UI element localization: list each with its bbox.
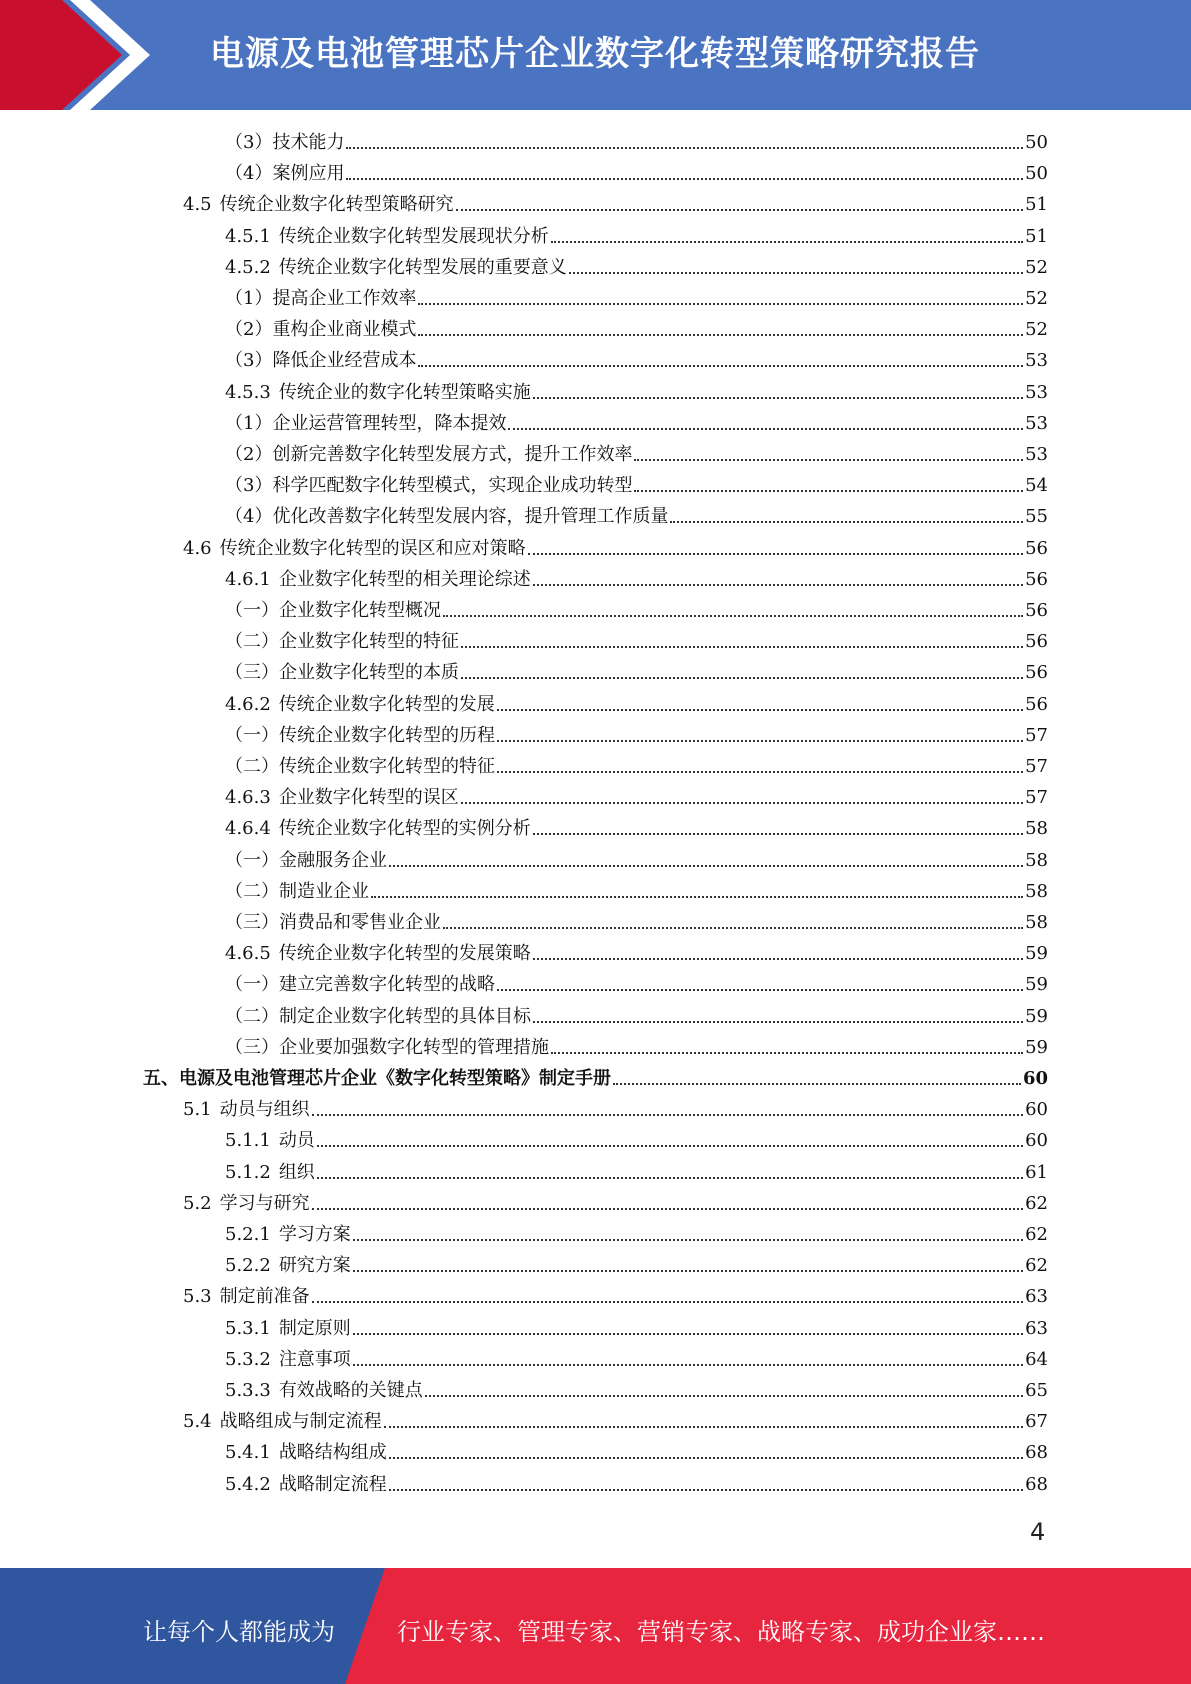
toc-entry[interactable] <box>183 1407 1048 1433</box>
toc-entry-page: 60 <box>1025 1130 1048 1151</box>
toc-entry-number: 4.6.2 <box>225 694 271 715</box>
toc-entry-title: （三）消费品和零售业企业 <box>225 912 441 933</box>
toc-entry-page: 59 <box>1025 974 1048 995</box>
toc-entry-title: （三）企业数字化转型的本质 <box>225 662 459 683</box>
toc-entry-number: 5.1.2 <box>225 1162 271 1183</box>
toc-entry-page: 62 <box>1025 1255 1048 1276</box>
toc-leader-dots <box>551 240 1023 243</box>
toc-entry-page: 57 <box>1025 756 1048 777</box>
toc-entry[interactable] <box>183 1282 1048 1308</box>
toc-entry-title: 注意事项 <box>278 1349 351 1370</box>
toc-entry-title: 战略组成与制定流程 <box>219 1411 382 1432</box>
report-title: 电源及电池管理芯片企业数字化转型策略研究报告 <box>210 34 980 74</box>
toc-entry[interactable] <box>225 1251 1048 1277</box>
toc-entry-page: 65 <box>1025 1380 1048 1401</box>
toc-entry-number: 4.6.1 <box>225 569 271 590</box>
header-chevron-icon <box>0 0 170 110</box>
toc-entry-page: 59 <box>1025 1006 1048 1027</box>
toc-leader-dots <box>371 895 1023 898</box>
toc-leader-dots <box>353 1238 1023 1241</box>
toc-entry-title: （二）制造业企业 <box>225 881 369 902</box>
toc-leader-dots <box>461 676 1023 679</box>
toc-leader-dots <box>497 988 1023 991</box>
toc-entry[interactable] <box>183 534 1048 560</box>
toc-entry-page: 61 <box>1025 1162 1048 1183</box>
toc-entry-title: （二）传统企业数字化转型的特征 <box>225 756 495 777</box>
toc-entry-title: （一）企业数字化转型概况 <box>225 600 441 621</box>
toc-entry[interactable] <box>225 1033 1048 1059</box>
toc-entry-title: （4）案例应用 <box>225 163 345 184</box>
toc-leader-dots <box>533 957 1023 960</box>
header-banner <box>0 0 1191 110</box>
toc-entry-page: 54 <box>1025 475 1048 496</box>
toc-entry[interactable] <box>225 1438 1048 1464</box>
toc-entry-title: （一）金融服务企业 <box>225 850 387 871</box>
toc-entry-number: 4.6.3 <box>225 787 271 808</box>
toc-entry-title: （3）降低企业经营成本 <box>225 350 417 371</box>
toc-entry-page: 51 <box>1025 194 1048 215</box>
toc-leader-dots <box>418 364 1023 367</box>
toc-leader-dots <box>634 489 1023 492</box>
toc-entry-page: 52 <box>1025 319 1048 340</box>
toc-leader-dots <box>418 302 1023 305</box>
toc-leader-dots <box>346 177 1023 180</box>
toc-entry-title: （一）建立完善数字化转型的战略 <box>225 974 495 995</box>
toc-leader-dots <box>497 770 1023 773</box>
toc-leader-dots <box>353 1269 1023 1272</box>
toc-entry-title: （二）制定企业数字化转型的具体目标 <box>225 1006 531 1027</box>
toc-entry[interactable] <box>225 502 1048 528</box>
toc-entry[interactable] <box>225 346 1048 372</box>
footer-slogan-left: 让每个人都能成为 <box>143 1618 335 1646</box>
toc-entry-title: （1）企业运营管理转型，降本提效 <box>225 413 507 434</box>
toc-entry[interactable] <box>225 284 1048 310</box>
toc-entry-title: 传统企业的数字化转型策略实施 <box>278 382 531 403</box>
toc-entry-title: （1）提高企业工作效率 <box>225 288 417 309</box>
toc-entry-title: 制定原则 <box>278 1318 351 1339</box>
toc-entry-page: 53 <box>1025 350 1048 371</box>
toc-entry-title: 传统企业数字化转型的实例分析 <box>278 818 531 839</box>
toc-entry-title: 传统企业数字化转型发展的重要意义 <box>278 257 567 278</box>
toc-leader-dots <box>569 271 1023 274</box>
toc-entry-page: 58 <box>1025 850 1048 871</box>
toc-entry-number: 5.2.1 <box>225 1224 271 1245</box>
toc-entry[interactable] <box>225 752 1048 778</box>
toc-entry[interactable] <box>225 315 1048 341</box>
footer-slogan-right: 行业专家、管理专家、营销专家、战略专家、成功企业家…… <box>397 1618 1045 1646</box>
toc-entry[interactable] <box>225 627 1048 653</box>
toc-entry-page: 55 <box>1025 506 1048 527</box>
toc-entry-number: 4.5.2 <box>225 257 271 278</box>
toc-entry-title: 传统企业数字化转型策略研究 <box>219 194 454 215</box>
toc-entry-page: 57 <box>1025 787 1048 808</box>
toc-entry[interactable] <box>225 1470 1048 1496</box>
toc-entry-page: 50 <box>1025 163 1048 184</box>
toc-leader-dots <box>508 427 1023 430</box>
toc-entry[interactable] <box>225 1158 1048 1184</box>
toc-entry-page: 59 <box>1025 943 1048 964</box>
toc-entry[interactable] <box>225 1376 1048 1402</box>
toc-entry-page: 62 <box>1025 1193 1048 1214</box>
toc-entry[interactable] <box>225 1314 1048 1340</box>
page-number: 4 <box>1030 1518 1046 1546</box>
toc-entry-title: 企业数字化转型的误区 <box>278 787 459 808</box>
toc-entry-page: 53 <box>1025 413 1048 434</box>
toc-entry[interactable] <box>225 596 1048 622</box>
toc-entry-number: 4.5.1 <box>225 226 271 247</box>
toc-entry-page: 56 <box>1025 694 1048 715</box>
toc-leader-dots <box>461 801 1023 804</box>
toc-entry-page: 58 <box>1025 818 1048 839</box>
toc-entry-number: 5.4.1 <box>225 1442 271 1463</box>
toc-entry-page: 56 <box>1025 662 1048 683</box>
toc-entry-page: 64 <box>1025 1349 1048 1370</box>
toc-entry[interactable] <box>225 378 1048 404</box>
toc-entry-page: 62 <box>1025 1224 1048 1245</box>
toc-leader-dots <box>497 708 1023 711</box>
toc-leader-dots <box>346 146 1023 149</box>
toc-entry-page: 58 <box>1025 912 1048 933</box>
toc-entry-page: 50 <box>1025 132 1048 153</box>
toc-entry-title: 动员 <box>278 1130 315 1151</box>
toc-entry-title: （2）创新完善数字化转型发展方式，提升工作效率 <box>225 444 633 465</box>
toc-entry-title: 学习方案 <box>278 1224 351 1245</box>
toc-leader-dots <box>312 1207 1023 1210</box>
toc-entry-title: 战略制定流程 <box>278 1474 387 1495</box>
toc-entry-title: 制定前准备 <box>219 1286 310 1307</box>
toc-leader-dots <box>389 1488 1023 1491</box>
toc-entry-title: 战略结构组成 <box>278 1442 387 1463</box>
toc-entry-title: （3）科学匹配数字化转型模式，实现企业成功转型 <box>225 475 633 496</box>
toc-entry[interactable] <box>225 721 1048 747</box>
toc-entry[interactable] <box>225 690 1048 716</box>
toc-entry-title: 有效战略的关键点 <box>278 1380 423 1401</box>
toc-entry-page: 56 <box>1025 631 1048 652</box>
toc-leader-dots <box>533 832 1023 835</box>
toc-entry-title: （二）企业数字化转型的特征 <box>225 631 459 652</box>
toc-leader-dots <box>389 864 1023 867</box>
toc-leader-dots <box>461 645 1023 648</box>
toc-entry[interactable] <box>225 908 1048 934</box>
toc-entry[interactable] <box>225 658 1048 684</box>
toc-entry-page: 68 <box>1025 1442 1048 1463</box>
toc-entry-page: 63 <box>1025 1318 1048 1339</box>
toc-entry[interactable] <box>143 1064 1048 1090</box>
toc-entry-number: 5.1.1 <box>225 1130 271 1151</box>
toc-entry-number: 5.3.1 <box>225 1318 271 1339</box>
toc-leader-dots <box>613 1082 1021 1085</box>
toc-entry-title: 组织 <box>278 1162 315 1183</box>
toc-entry-number: 5.4 <box>183 1411 212 1432</box>
toc-entry-title: 学习与研究 <box>219 1193 310 1214</box>
toc-entry[interactable] <box>225 253 1048 279</box>
toc-entry-number: 4.6.5 <box>225 943 271 964</box>
toc-entry[interactable] <box>225 128 1048 154</box>
toc-leader-dots <box>497 739 1023 742</box>
toc-entry-page: 68 <box>1025 1474 1048 1495</box>
toc-entry-page: 52 <box>1025 288 1048 309</box>
toc-entry-number: 5.1 <box>183 1099 212 1120</box>
toc-entry-page: 67 <box>1025 1411 1048 1432</box>
toc-entry-page: 56 <box>1025 569 1048 590</box>
toc-entry-title: （三）企业要加强数字化转型的管理措施 <box>225 1037 549 1058</box>
toc-leader-dots <box>353 1332 1023 1335</box>
toc-entry-number: 4.5.3 <box>225 382 271 403</box>
toc-entry-number: 5.2 <box>183 1193 212 1214</box>
toc-entry-page: 56 <box>1025 538 1048 559</box>
toc-entry-number: 5.4.2 <box>225 1474 271 1495</box>
toc-entry-title: （一）传统企业数字化转型的历程 <box>225 725 495 746</box>
toc-leader-dots <box>443 614 1023 617</box>
toc-entry[interactable] <box>225 783 1048 809</box>
toc-entry[interactable] <box>225 1002 1048 1028</box>
toc-entry[interactable] <box>225 939 1048 965</box>
toc-entry-page: 60 <box>1025 1099 1048 1120</box>
toc-leader-dots <box>634 458 1023 461</box>
toc-entry-title: 五、电源及电池管理芯片企业《数字化转型策略》制定手册 <box>143 1068 611 1089</box>
toc-leader-dots <box>533 1020 1023 1023</box>
toc-entry-number: 5.2.2 <box>225 1255 271 1276</box>
toc-entry-page: 57 <box>1025 725 1048 746</box>
toc-entry-number: 4.6 <box>183 538 212 559</box>
toc-leader-dots <box>670 520 1023 523</box>
toc-entry-number: 5.3.2 <box>225 1349 271 1370</box>
toc-entry-title: 研究方案 <box>278 1255 351 1276</box>
toc-leader-dots <box>317 1176 1023 1179</box>
toc-entry[interactable] <box>225 565 1048 591</box>
toc-entry-number: 4.6.4 <box>225 818 271 839</box>
toc-entry[interactable] <box>225 1345 1048 1371</box>
toc-entry-page: 53 <box>1025 444 1048 465</box>
toc-entry-title: （2）重构企业商业模式 <box>225 319 417 340</box>
footer-banner <box>0 1568 1191 1684</box>
toc-entry-page: 56 <box>1025 600 1048 621</box>
toc-entry[interactable] <box>225 222 1048 248</box>
toc-leader-dots <box>317 1144 1023 1147</box>
toc-entry-title: 传统企业数字化转型的发展 <box>278 694 495 715</box>
toc-entry[interactable] <box>225 846 1048 872</box>
toc-leader-dots <box>551 1051 1023 1054</box>
toc-entry-page: 51 <box>1025 226 1048 247</box>
toc-entry-title: 传统企业数字化转型发展现状分析 <box>278 226 549 247</box>
toc-leader-dots <box>418 333 1023 336</box>
toc-entry-title: （3）技术能力 <box>225 132 345 153</box>
toc-leader-dots <box>533 583 1023 586</box>
toc-leader-dots <box>533 396 1023 399</box>
toc-entry-page: 60 <box>1022 1068 1048 1089</box>
toc-entry[interactable] <box>225 1126 1048 1152</box>
toc-entry[interactable] <box>225 970 1048 996</box>
toc-entry[interactable] <box>225 159 1048 185</box>
toc-entry-page: 63 <box>1025 1286 1048 1307</box>
toc-leader-dots <box>389 1456 1023 1459</box>
toc-entry[interactable] <box>225 440 1048 466</box>
toc-entry[interactable] <box>183 1095 1048 1121</box>
toc-leader-dots <box>384 1425 1023 1428</box>
toc-entry[interactable] <box>225 409 1048 435</box>
toc-leader-dots <box>456 208 1023 211</box>
toc-entry-title: 传统企业数字化转型的误区和应对策略 <box>219 538 526 559</box>
toc-entry-title: 动员与组织 <box>219 1099 310 1120</box>
toc-entry-page: 59 <box>1025 1037 1048 1058</box>
toc-leader-dots <box>443 926 1023 929</box>
toc-leader-dots <box>425 1394 1023 1397</box>
toc-entry[interactable] <box>225 1220 1048 1246</box>
toc-entry[interactable] <box>225 877 1048 903</box>
toc-entry[interactable] <box>225 471 1048 497</box>
toc-entry-page: 53 <box>1025 382 1048 403</box>
toc-entry[interactable] <box>225 814 1048 840</box>
toc-entry-title: 传统企业数字化转型的发展策略 <box>278 943 531 964</box>
toc-entry-number: 4.5 <box>183 194 212 215</box>
toc-leader-dots <box>312 1113 1023 1116</box>
toc-entry[interactable] <box>183 190 1048 216</box>
toc-entry-page: 52 <box>1025 257 1048 278</box>
toc-entry-title: （4）优化改善数字化转型发展内容，提升管理工作质量 <box>225 506 669 527</box>
toc-entry-title: 企业数字化转型的相关理论综述 <box>278 569 531 590</box>
toc-leader-dots <box>353 1363 1023 1366</box>
toc-entry[interactable] <box>183 1189 1048 1215</box>
toc-entry-page: 58 <box>1025 881 1048 902</box>
toc-leader-dots <box>528 552 1023 555</box>
toc-entry-number: 5.3 <box>183 1286 212 1307</box>
toc-entry-number: 5.3.3 <box>225 1380 271 1401</box>
toc-leader-dots <box>312 1300 1023 1303</box>
